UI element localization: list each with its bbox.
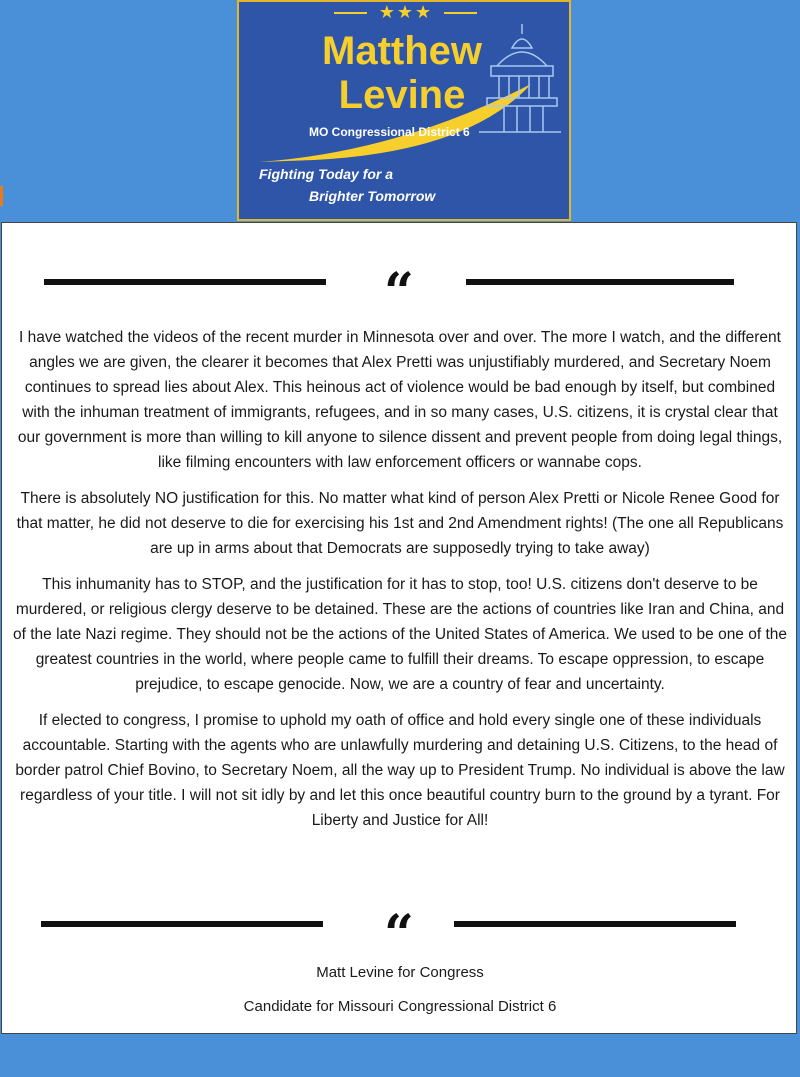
- paragraph-4: If elected to congress, I promise to uphold my oath of office and hold every single one of these individuals accountable. Starting with the agents who are unlawfully murdering and detaining U.S. Citizens, to the head of border patrol Chief Bovino, to Secretary Noem, all the way up to President Trump. No individual is above the law regardless of your title. I will not sit idly by and let this once beautiful country burn to the ground by a tyrant. For Liberty and Justice for All!: [15, 712, 785, 829]
- paragraph-3: This inhumanity has to STOP, and the justification for it has to stop, too! U.S. citizens don't deserve to be murdered, or religious clergy deserve to be detained. These are the actions of countries like Iran and China, and of the late Nazi regime. They should not be the actions of the United States of America. We used to be one of the greatest countries in the world, where people came to fulfill their dreams. To escape oppression, to escape prejudice, to escape genocide. Now, we are a country of fear and uncertainty.: [12, 576, 788, 693]
- signoff-title: Candidate for Missouri Congressional District 6: [243, 998, 557, 1015]
- top-rule-left: [44, 279, 326, 285]
- edge-marker: [0, 186, 3, 206]
- top-quote-icon: “: [384, 262, 414, 323]
- logo-last-name: Levine: [338, 73, 466, 117]
- logo-slogan-line1: Fighting Today for a: [259, 166, 394, 182]
- logo-slogan-line2: Brighter Tomorrow: [309, 188, 436, 204]
- paragraph-2: There is absolutely NO justification for this. No matter what kind of person Alex Pretti or Nicole Renee Good for that matter, he did not deserve to die for exercising his 1st and 2nd Amendment rights! (The one all Republicans are up in arms about that Democrats are supposedly trying to take away): [16, 490, 784, 557]
- statement-body: [12, 325, 788, 844]
- logo-first-name: Matthew: [322, 29, 482, 73]
- logo-stars: ★★★: [378, 2, 434, 23]
- footer-band: [0, 1044, 800, 1077]
- signoff-name: Matt Levine for Congress: [316, 964, 484, 981]
- campaign-logo: [237, 0, 571, 221]
- statement-card: [1, 222, 797, 1034]
- bottom-quote-icon: “: [384, 904, 414, 965]
- bottom-rule-left: [41, 921, 323, 927]
- bottom-rule-right: [454, 921, 736, 927]
- paragraph-1: I have watched the videos of the recent murder in Minnesota over and over. The more I watch, and the different angles we are given, the clearer it becomes that Alex Pretti was unjustifiably murdered, and Secretary Noem continues to spread lies about Alex. This heinous act of violence would be bad enough by itself, but combined with the inhuman treatment of immigrants, refugees, and in so many cases, U.S. citizens, it is crystal clear that our government is more than willing to kill anyone to silence dissent and prevent people from doing legal things, like filming encounters with law enforcement officers or wannabe cops.: [17, 329, 783, 471]
- logo-district: MO Congressional District 6: [309, 125, 470, 139]
- top-rule-right: [466, 279, 734, 285]
